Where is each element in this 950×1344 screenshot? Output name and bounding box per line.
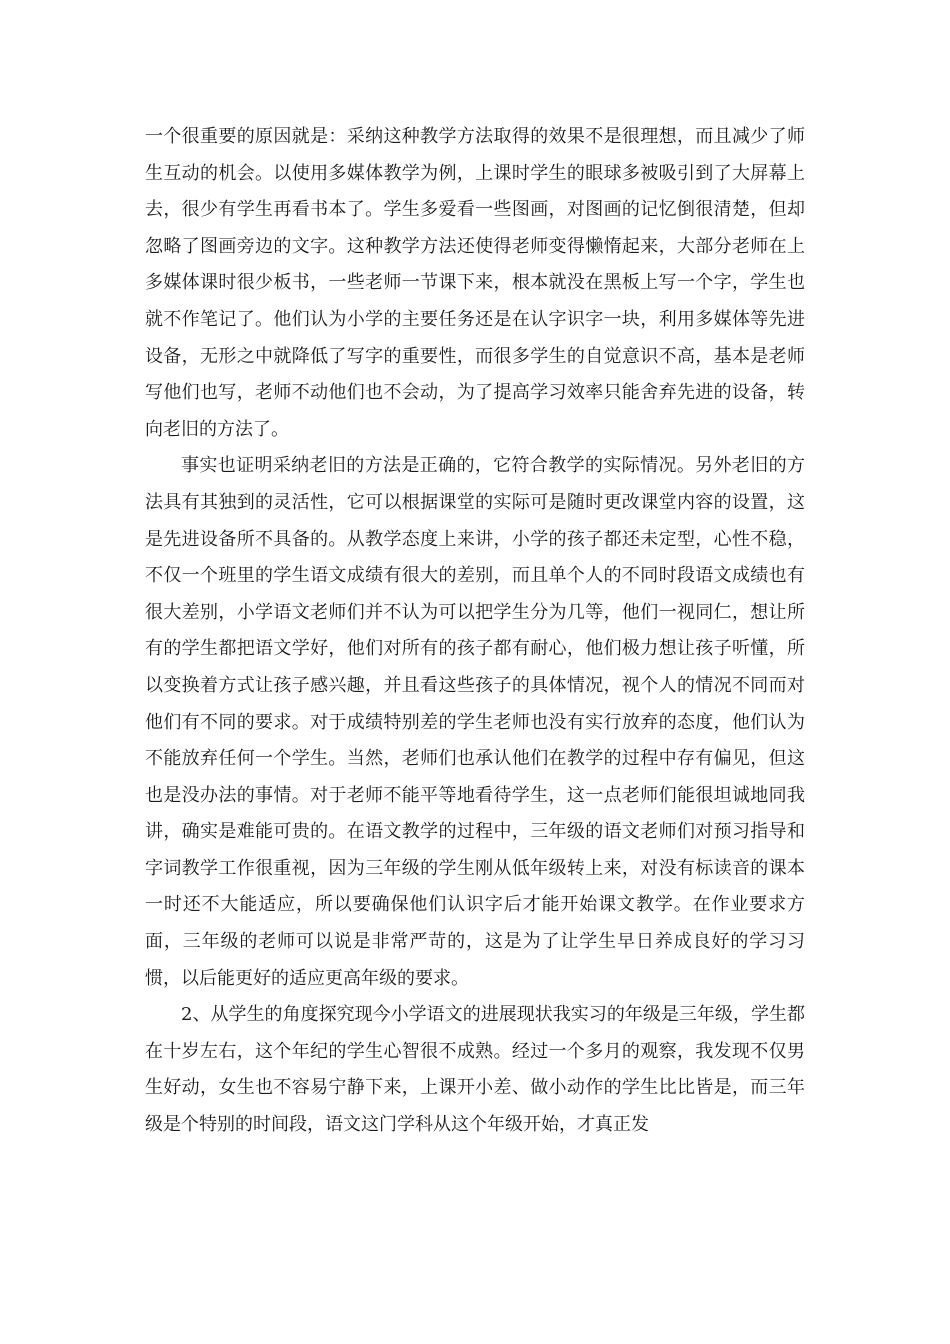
body-paragraph-1: 一个很重要的原因就是：采纳这种教学方法取得的效果不是很理想，而且减少了师生互动的机会。以使用多媒体教学为例，上课时学生的眼球多被吸引到了大屏幕上去，很少有学生再看书本了。学生多爱看一些图画，对图画的记忆倒很清楚，但却忽略了图画旁边的文字。这种教学方法还使得老师变得懒惰起来，大部分老师在上多媒体课时很少板书，一些老师一节课下来，根本就没在黑板上写一个字，学生也就不作笔记了。他们认为小学的主要任务还是在认字识字一块，利用多媒体等先进设备，无形之中就降低了写字的重要性，而很多学生的自觉意识不高，基本是老师写他们也写，老师不动他们也不会动，为了提高学习效率只能舍弃先进的设备，转向老旧的方法了。 xyxy=(145,126,805,440)
body-paragraph-2: 事实也证明采纳老旧的方法是正确的，它符合教学的实际情况。另外老旧的方法具有其独到的灵活性，它可以根据课堂的实际可是随时更改课堂内容的设置，这是先进设备所不具备的。从教学态度上来讲，小学的孩子都还未定型，心性不稳，不仅一个班里的学生语文成绩有很大的差别，而且单个人的不同时段语文成绩也有很大差别，小学语文老师们并不认为可以把学生分为几等，他们一视同仁，想让所有的学生都把语文学好，他们对所有的孩子都有耐心，他们极力想让孩子听懂，所以变换着方式让孩子感兴趣，并且看这些孩子的具体情况，视个人的情况不同而对他们有不同的要求。对于成绩特别差的学生老师也没有实行放弃的态度，他们认为不能放弃任何一个学生。当然，老师们也承认他们在教学的过程中存有偏见，但这也是没办法的事情。对于老师不能平等地看待学生，这一点老师们能很坦诚地同我讲，确实是难能可贵的。在语文教学的过程中，三年级的语文老师们对预习指导和字词教学工作很重视，因为三年级的学生刚从低年级转上来，对没有标读音的课本一时还不大能适应，所以要确保他们认识字后才能开始课文教学。在作业要求方面，三年级的老师可以说是非常严苛的，这是为了让学生早日养成良好的学习习惯，以后能更好的适应更高年级的要求。 xyxy=(145,455,805,989)
document-body xyxy=(145,119,805,1144)
body-paragraph-3: 2、从学生的角度探究现今小学语文的进展现状我实习的年级是三年级，学生都在十岁左右，这个年纪的学生心智很不成熟。经过一个多月的观察，我发现不仅男生好动，女生也不容易宁静下来，上课开小差、做小动作的学生比比皆是，而三年级是个特别的时间段，语文这门学科从这个年级开始，才真正发 xyxy=(145,1004,805,1136)
